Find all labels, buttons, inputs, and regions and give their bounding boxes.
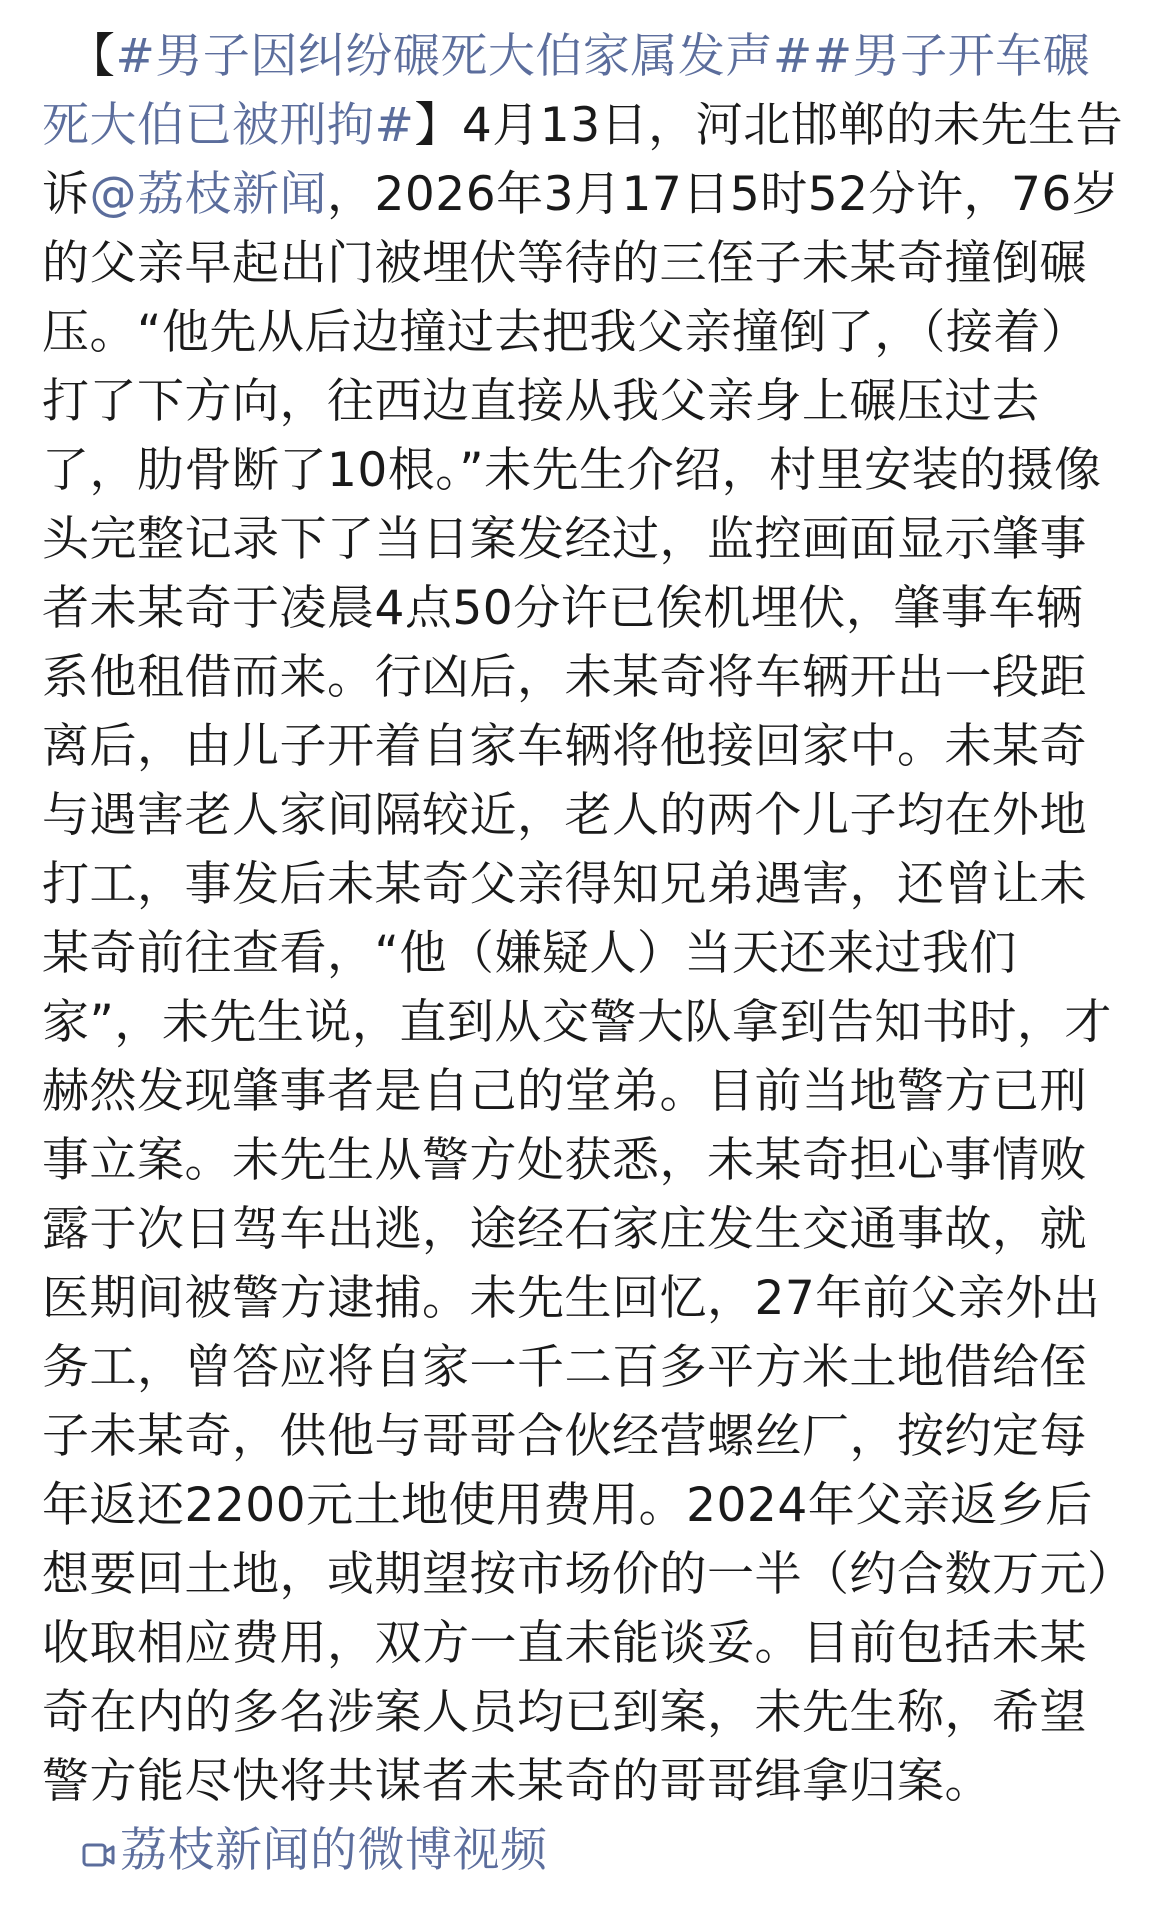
post-paragraph — [42, 22, 1127, 1889]
video-link[interactable] — [56, 1823, 548, 1878]
hashtag-link-1[interactable]: #男子因纠纷碾死大伯家属发声# — [115, 29, 813, 84]
mention-link[interactable]: @荔枝新闻 — [89, 167, 327, 222]
bracket-close: 】 — [414, 98, 462, 153]
bracket-open: 【 — [68, 29, 116, 84]
video-link-label: 荔枝新闻的微博视频 — [120, 1823, 548, 1878]
hashtag-link-2[interactable]: #男子开车碾死大伯已被刑拘# — [42, 29, 1091, 153]
video-camera-icon — [56, 1820, 116, 1889]
post-body-text: ，2026年3月17日5时52分许，76岁的父亲早起出门被埋伏等待的三侄子未某奇撞倒碾压。“他先从后边撞过去把我父亲撞倒了，（接着）打了下方向，往西边直接从我父亲身上碾压过去了，肋骨断了10根。”未先生介绍，村里安装的摄像头完整记录下了当日案发经过，监控画面显示肇事者未某奇于凌晨4点50分许已俟机埋伏，肇事车辆系他租借而来。行凶后，未某奇将车辆开出一段距离后，由儿子开着自家车辆将他接回家中。未某奇与遇害老人家间隔较近，老人的两个儿子均在外地打工，事发后未某奇父亲得知兄弟遇害，还曾让未某奇前往查看，“他（嫌疑人）当天还来过我们家”，未先生说，直到从交警大队拿到告知书时，才赫然发现肇事者是自己的堂弟。目前当地警方已刑事立案。未先生从警方处获悉，未某奇担心事情败露于次日驾车出逃，途经石家庄发生交通事故，就医期间被警方逮捕。未先生回忆，27年前父亲外出务工，曾答应将自家一千二百多平方米土地借给侄子未某奇，供他与哥哥合伙经营螺丝厂，按约定每年返还2200元土地使用费用。2024年父亲返乡后想要回土地，或期望按市场价的一半（约合数万元）收取相应费用，双方一直未能谈妥。目前包括未某奇在内的多名涉案人员均已到案，未先生称，希望警方能尽快将共谋者未某奇的哥哥缉拿归案。 — [42, 167, 1120, 1809]
post-intro-text: 4月13日，河北邯郸的未先生告诉 — [42, 98, 1124, 222]
